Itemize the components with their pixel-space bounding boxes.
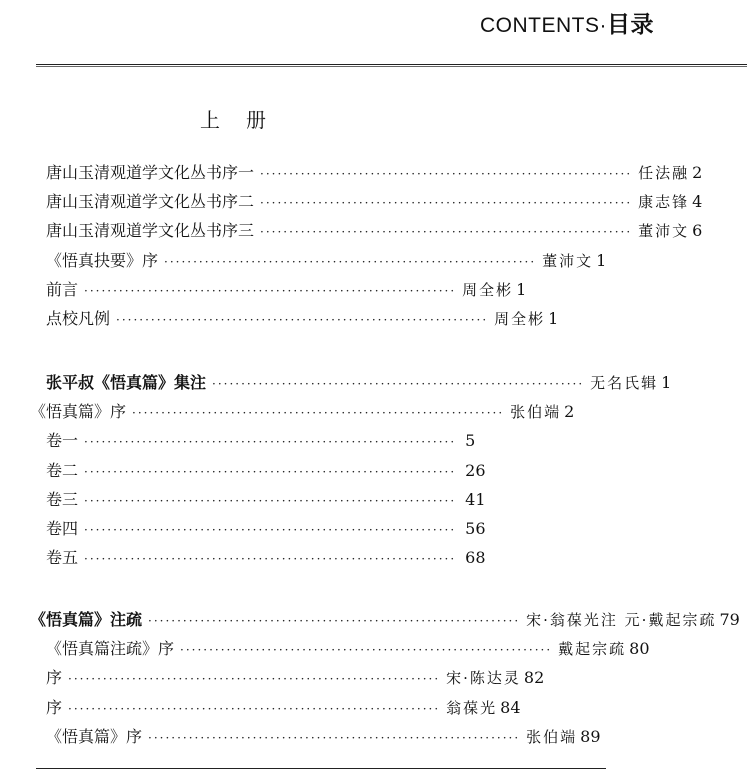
dot-leader: ································································: [260, 167, 633, 181]
entry-page: 5: [465, 431, 476, 451]
entry-title: 张平叔《悟真篇》集注: [46, 373, 207, 392]
entry-page: 2: [692, 163, 703, 182]
toc-entry[interactable]: [30, 605, 740, 634]
entry-page: 1: [661, 373, 672, 392]
dot-leader: ································································: [180, 643, 553, 658]
entry-page: 84: [500, 697, 521, 717]
toc-entry[interactable]: [30, 246, 607, 275]
toc-section-3: [30, 605, 740, 751]
entry-author: 周全彬: [494, 309, 546, 328]
header-mulu: 目录: [607, 11, 654, 37]
entry-page: 6: [692, 221, 703, 241]
toc-entry[interactable]: [30, 158, 703, 187]
dot-leader: ································································: [212, 377, 585, 391]
page-header: [480, 6, 654, 39]
entry-title: 《悟真抉要》序: [46, 250, 159, 270]
entry-page: 68: [465, 548, 486, 568]
dot-leader: ································································: [84, 283, 457, 298]
toc-entry[interactable]: [30, 426, 476, 455]
entry-page: 26: [465, 460, 486, 480]
toc-entry[interactable]: [30, 663, 545, 692]
header-contents: CONTENTS·: [480, 14, 607, 37]
entry-author: 董沛文: [542, 251, 594, 270]
entry-author: 戴起宗疏: [558, 640, 627, 659]
dot-leader: ································································: [116, 312, 489, 327]
entry-title: 卷五: [46, 548, 79, 568]
dot-leader: ································································: [68, 672, 441, 687]
dot-leader: ································································: [84, 464, 457, 479]
footer-rule: [36, 768, 606, 769]
entry-title: 唐山玉清观道学文化丛书序一: [46, 163, 255, 182]
header-rule-thin: [36, 66, 747, 67]
entry-author: 康志锋: [638, 193, 690, 212]
entry-author: 董沛文: [638, 222, 690, 241]
entry-author: 张伯端: [510, 403, 562, 422]
entry-page: 56: [465, 518, 486, 538]
dot-leader: ································································: [84, 522, 457, 537]
toc-entry[interactable]: [30, 722, 601, 751]
entry-author: 张伯端: [526, 727, 578, 746]
entry-title: 点校凡例: [46, 308, 111, 328]
toc-entry[interactable]: [30, 187, 703, 216]
toc-entry[interactable]: [30, 693, 521, 722]
entry-author: 无名氏辑: [590, 374, 659, 392]
volume-title: 上册: [200, 108, 292, 132]
toc-entry[interactable]: [30, 543, 486, 572]
entry-page: 41: [465, 489, 486, 509]
entry-page: 2: [564, 402, 575, 422]
entry-title: 《悟真篇》序: [46, 726, 143, 746]
entry-page: 1: [516, 279, 527, 299]
entry-title: 《悟真篇》序: [30, 402, 127, 422]
toc-section-1: [30, 158, 703, 333]
entry-title: 唐山玉清观道学文化丛书序三: [46, 221, 255, 241]
entry-author: 周全彬: [462, 280, 514, 299]
entry-page: 1: [596, 250, 607, 270]
entry-title: 《悟真篇注疏》序: [46, 639, 175, 659]
toc-entry[interactable]: [30, 485, 486, 514]
entry-title: 《悟真篇》注疏: [30, 610, 143, 629]
entry-title: 序: [46, 697, 63, 717]
dot-leader: ································································: [148, 730, 521, 745]
dot-leader: ································································: [260, 225, 633, 240]
entry-title: 序: [46, 668, 63, 688]
toc-entry[interactable]: [30, 216, 703, 245]
entry-author: 任法融: [638, 164, 690, 182]
entry-title: 卷三: [46, 489, 79, 509]
dot-leader: ································································: [84, 435, 457, 450]
entry-title: 卷四: [46, 518, 79, 538]
dot-leader: ································································: [148, 614, 521, 628]
entry-title: 唐山玉清观道学文化丛书序二: [46, 192, 255, 212]
entry-author: 宋·陈达灵: [446, 669, 521, 688]
dot-leader: ································································: [132, 406, 505, 421]
entry-author: 翁葆光: [446, 698, 498, 717]
toc-entry[interactable]: [30, 304, 559, 333]
entry-page: 1: [548, 308, 559, 328]
toc-section-2: [30, 368, 672, 572]
entry-page: 79: [719, 610, 740, 629]
entry-title: 前言: [46, 279, 79, 299]
entry-author: 宋·翁葆光注 元·戴起宗疏: [526, 611, 717, 629]
entry-page: 82: [523, 668, 545, 688]
toc-entry[interactable]: [30, 456, 486, 485]
dot-leader: ································································: [260, 196, 633, 211]
dot-leader: ································································: [164, 254, 537, 269]
dot-leader: ································································: [68, 701, 441, 716]
toc-entry[interactable]: [30, 634, 650, 663]
entry-page: 89: [580, 726, 601, 746]
entry-title: 卷一: [46, 431, 79, 451]
toc-entry[interactable]: [30, 275, 527, 304]
entry-page: 80: [629, 639, 650, 659]
dot-leader: ································································: [84, 552, 457, 567]
dot-leader: ································································: [84, 493, 457, 508]
entry-title: 卷二: [46, 460, 79, 480]
toc-entry[interactable]: [30, 514, 486, 543]
header-rule: [36, 64, 747, 65]
entry-page: 4: [692, 192, 703, 212]
toc-entry[interactable]: [30, 397, 575, 426]
toc-entry[interactable]: [30, 368, 672, 397]
